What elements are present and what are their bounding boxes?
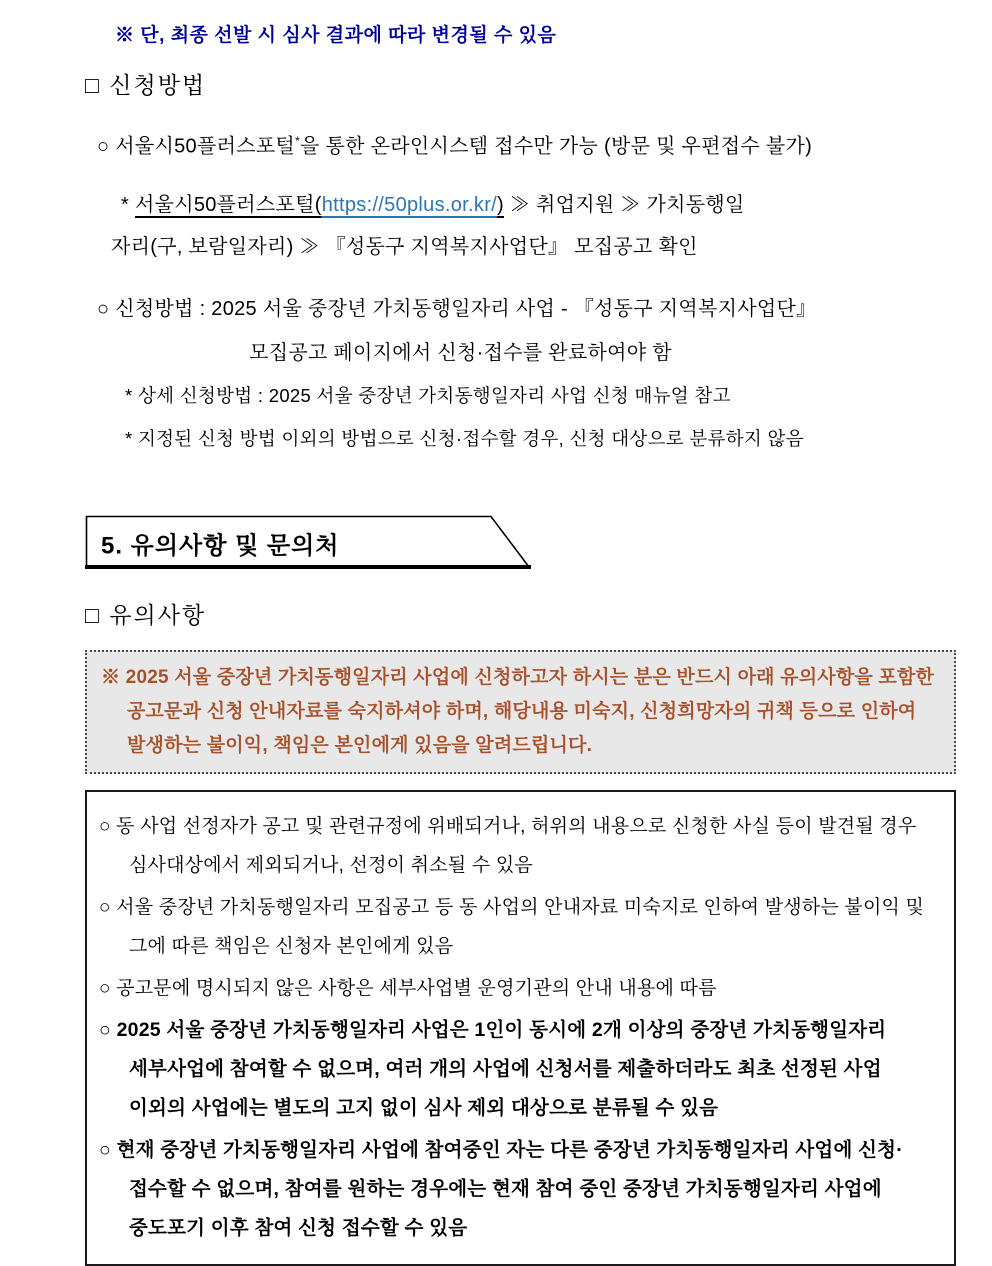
notice-item — [99, 1011, 936, 1128]
conditional-note: ※ 단, 최종 선발 시 심사 결과에 따라 변경될 수 있음 — [115, 25, 557, 46]
portal-label: 서울시50플러스포털( — [134, 193, 322, 216]
notice-text: 서울 중장년 가치동행일자리 모집공고 등 동 사업의 안내자료 미숙지로 인하여 발생하는 불이익 및 그에 따른 책임은 신청자 본인에게 있음 — [116, 896, 925, 957]
notice-item — [99, 969, 936, 1008]
notice-item — [99, 1131, 936, 1248]
apply-bullet-method: ○ 신청방법 : 2025 서울 중장년 가치동행일자리 사업 - 『성동구 지역복지사업단』 — [97, 297, 817, 320]
manual-reference-note: * 상세 신청방법 : 2025 서울 중장년 가치동행일자리 사업 신청 매뉴얼 참고 — [125, 384, 731, 406]
notice-list-box — [85, 790, 956, 1266]
invalid-method-note: * 지정된 신청 방법 이외의 방법으로 신청·접수할 경우, 신청 대상으로 분류하지 않음 — [125, 427, 804, 449]
circle-bullet-marker: ○ — [99, 977, 111, 999]
portal-label-close: ) — [497, 193, 504, 216]
circle-bullet-marker: ○ — [99, 1138, 111, 1161]
caution-heading: □ 유의사항 — [85, 601, 207, 628]
portal-name-text: 서울시50플러스포털 — [115, 135, 296, 158]
apply-method-heading: □ 신청방법 — [85, 72, 207, 98]
warning-text: ※ 2025 서울 중장년 가치동행일자리 사업에 신청하고자 하시는 분은 반드시 아래 유의사항을 포함한 공고문과 신청 안내자료를 숙지하셔야 하며, 해당내용 미숙지, 신청희망자의 귀책 등으로 인하여 발생하는 불이익, 책임은 본인에게 있음을 알려드립니다. — [101, 666, 935, 756]
notice-text: 공고문에 명시되지 않은 사항은 세부사업별 운영기관의 안내 내용에 따름 — [116, 977, 717, 999]
notice-text: 2025 서울 중장년 가치동행일자리 사업은 1인이 동시에 2개 이상의 중장년 가치동행일자리 세부사업에 참여할 수 없으며, 여러 개의 사업에 신청서를 제출하더라도 최초 선정된 사업 이외의 사업에는 별도의 고지 없이 심사 제외 대상으로 분류될 수 있음 — [116, 1018, 887, 1119]
notice-item — [99, 807, 936, 885]
notice-text: 현재 중장년 가치동행일자리 사업에 참여중인 자는 다른 중장년 가치동행일자리 사업에 신청·접수할 수 없으며, 참여를 원하는 경우에는 현재 참여 중인 중장년 가치동행일자리 사업에 중도포기 이후 참여 신청 접수할 수 있음 — [116, 1138, 903, 1239]
footnote-asterisk: * — [295, 134, 301, 148]
apply-bullet-method-line2: 모집공고 페이지에서 신청·접수를 완료하여야 함 — [249, 341, 672, 364]
asterisk-marker: * — [121, 193, 130, 216]
warning-box — [85, 650, 956, 774]
section5-banner — [85, 515, 533, 571]
notice-item — [99, 888, 936, 966]
portal-path-line1 — [121, 184, 956, 226]
circle-bullet-marker: ○ — [99, 815, 111, 837]
circle-bullet-marker: ○ — [99, 1018, 111, 1041]
portal-url-link[interactable]: https://50plus.or.kr/ — [321, 193, 498, 216]
apply-bullet-online-only — [97, 126, 956, 162]
section5-title: 5. 유의사항 및 문의처 — [101, 532, 340, 560]
portal-menu-path: ≫ 취업지원 ≫ 가치동행일 — [503, 193, 745, 216]
portal-path-note — [111, 184, 956, 268]
notice-text: 동 사업 선정자가 공고 및 관련규정에 위배되거나, 허위의 내용으로 신청한 사실 등이 발견될 경우 심사대상에서 제외되거나, 선정이 취소될 수 있음 — [116, 815, 917, 876]
online-only-text: 을 통한 온라인시스템 접수만 가능 (방문 및 우편접수 불가) — [300, 135, 813, 158]
circle-bullet-marker: ○ — [99, 896, 111, 918]
circle-bullet-marker: ○ — [97, 135, 110, 158]
portal-path-line2: 자리(구, 보람일자리) ≫ 『성동구 지역복지사업단』 모집공고 확인 — [111, 235, 698, 258]
